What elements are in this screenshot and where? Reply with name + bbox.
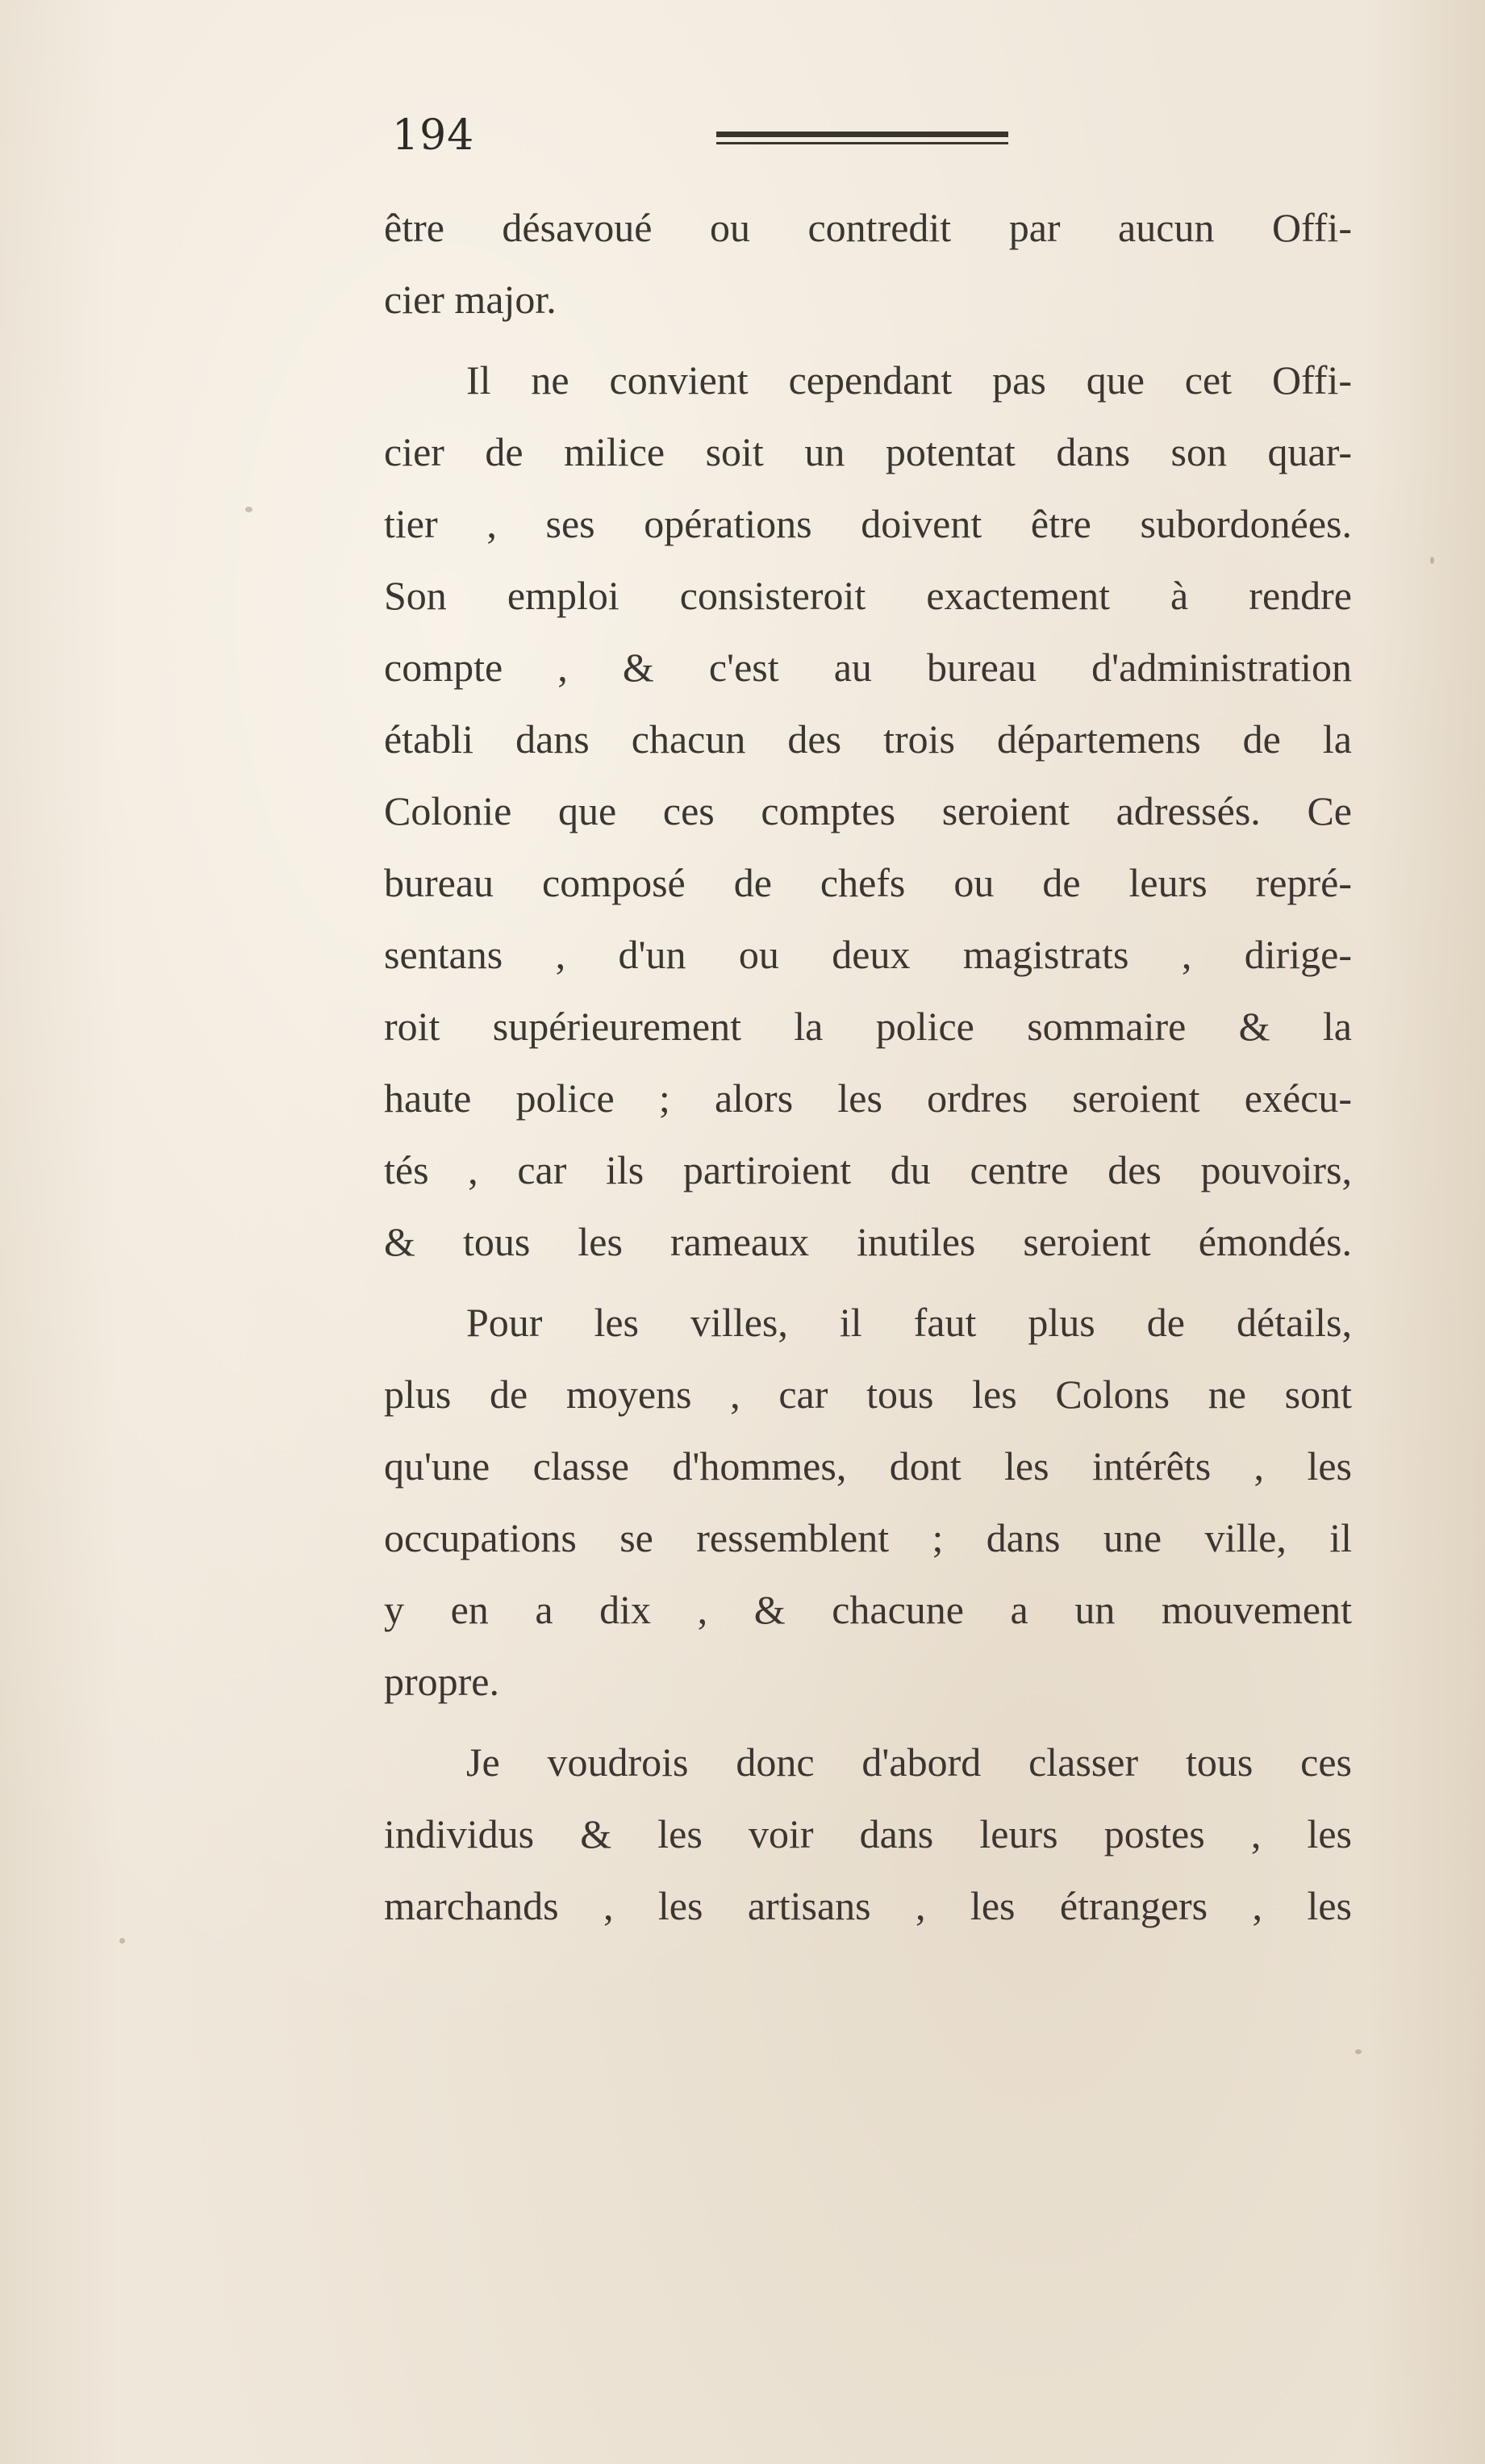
text-line: qu'une classe d'hommes, dont les intérêts , les [384, 1443, 1352, 1489]
text-line: individus & les voir dans leurs postes , les [384, 1811, 1352, 1856]
text-line: établi dans chacun des trois départemens de la [384, 716, 1352, 762]
text-line: compte , & c'est au bureau d'administration [384, 645, 1352, 690]
text-line: cier de milice soit un potentat dans son quar- [384, 429, 1352, 474]
text-line: cier major. [384, 277, 557, 322]
text-line: occupations se ressemblent ; dans une ville, il [384, 1515, 1352, 1560]
text-line: plus de moyens , car tous les Colons ne sont [384, 1372, 1352, 1417]
paper-speck [1430, 557, 1434, 564]
text-line: Colonie que ces comptes seroient adressés. Ce [384, 788, 1352, 833]
paper-speck [1355, 2049, 1362, 2054]
text-line: haute police ; alors les ordres seroient exécu- [384, 1075, 1352, 1121]
text-line: roit supérieurement la police sommaire & la [384, 1004, 1352, 1049]
text-line: sentans , d'un ou deux magistrats , dirige- [384, 932, 1352, 977]
text-line: tés , car ils partiroient du centre des pouvoirs, [384, 1147, 1352, 1192]
header-ornament-rule [716, 132, 1008, 149]
page-number: 194 [392, 111, 475, 160]
text-line: & tous les rameaux inutiles seroient émondés. [384, 1219, 1352, 1264]
ornament-thin-line [716, 142, 1008, 144]
paper-speck [245, 507, 252, 512]
text-line: être désavoué ou contredit par aucun Offi- [384, 205, 1352, 250]
paragraph-first-line: Pour les villes, il faut plus de détails, [466, 1300, 1352, 1345]
text-line: y en a dix , & chacune a un mouvement [384, 1587, 1352, 1632]
text-line: Son emploi consisteroit exactement à rendre [384, 573, 1352, 618]
text-line: tier , ses opérations doivent être subordonées. [384, 501, 1352, 546]
text-line: marchands , les artisans , les étrangers , les [384, 1883, 1352, 1928]
body-text [384, 192, 1352, 1942]
paragraph-first-line: Je voudrois donc d'abord classer tous ces [466, 1739, 1352, 1785]
ornament-thick-line [716, 132, 1008, 137]
paragraph-first-line: Il ne convient cependant pas que cet Offi- [466, 357, 1352, 403]
paper-speck [119, 1938, 125, 1944]
text-line: bureau composé de chefs ou de leurs repré- [384, 860, 1352, 905]
text-line: propre. [384, 1659, 499, 1704]
